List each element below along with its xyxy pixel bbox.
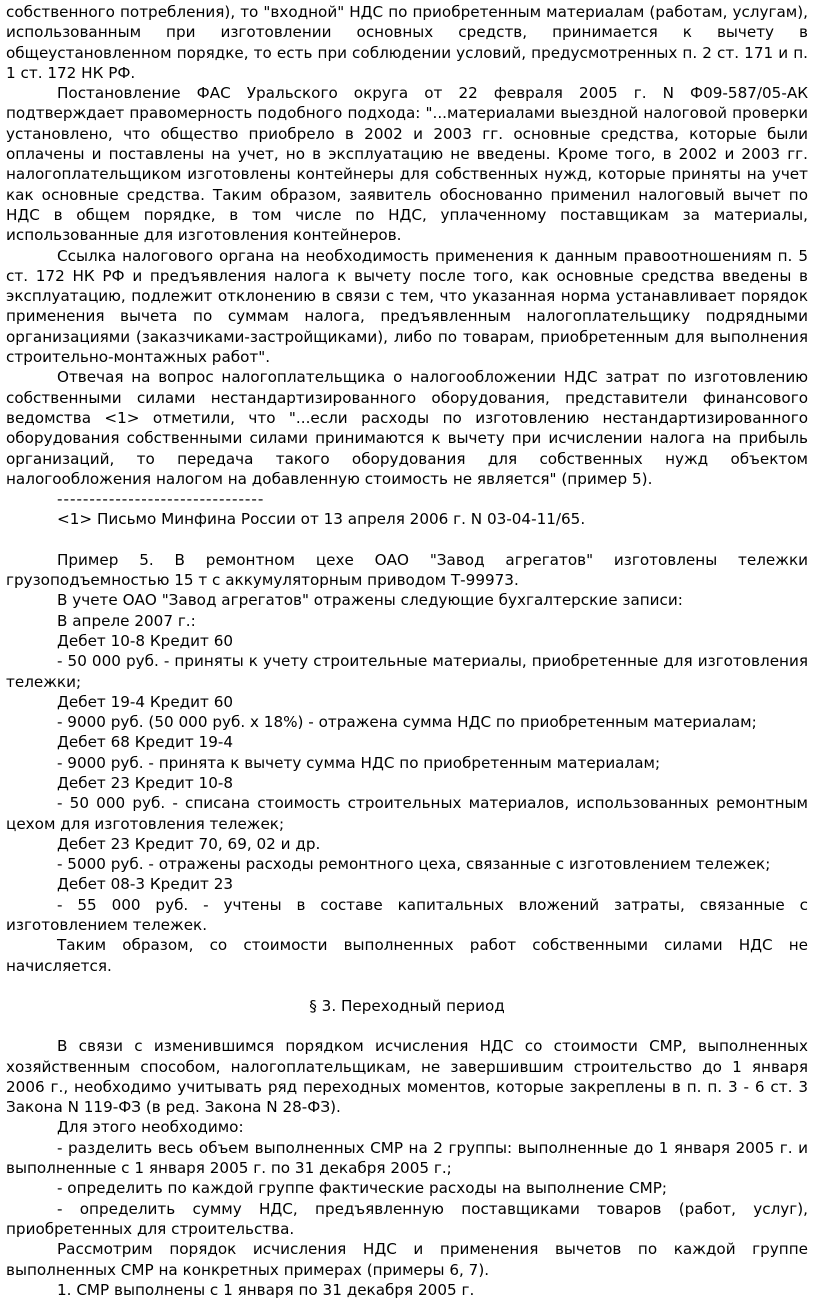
- entry-description: - 50 000 руб. - приняты к учету строительные материалы, приобретенные для изготовления тележки;: [6, 652, 808, 691]
- spacer: [6, 530, 808, 550]
- paragraph: Для этого необходимо:: [57, 1118, 244, 1137]
- accounting-entry: Дебет 23 Кредит 70, 69, 02 и др.: [57, 834, 321, 853]
- accounting-entry: Дебет 23 Кредит 10-8: [57, 773, 234, 792]
- accounting-entry: Дебет 10-8 Кредит 60: [57, 631, 234, 650]
- accounting-entry: Дебет 68 Кредит 19-4: [57, 733, 234, 752]
- entry-description: - 9000 руб. - принята к вычету сумма НДС по приобретенным материалам;: [57, 753, 661, 772]
- paragraph: Отвечая на вопрос налогоплательщика о налогообложении НДС затрат по изготовлению собственными силами нестандартизированного оборудования, представители финансового ведомства <1> отметили, что "...если расходы по изготовлению нестандартизированного оборудования собственными силами принимаются к вычету при исчислении налога на прибыль организаций, то передача такого оборудования для собственных нужд объектом налогообложения налогом на добавленную стоимость не является" (пример 5).: [6, 368, 808, 488]
- spacer: [6, 1016, 808, 1036]
- paragraph: Ссылка налогового органа на необходимость применения к данным правоотношениям п. 5 ст. 172 НК РФ и предъявления налога к вычету после того, как основные средства введены в эксплуатацию, подлежит отклонению в связи с тем, что указанная норма устанавливает порядок применения вычета по суммам налога, предъявленным налогоплательщику подрядными организациями (заказчиками-застройщиками), либо по товарам, приобретенным для выполнения строительно-монтажных работ".: [6, 246, 808, 367]
- paragraph: В связи с изменившимся порядком исчисления НДС со стоимости СМР, выполненных хозяйственным способом, налогоплательщикам, не завершившим строительство до 1 января 2006 г., необходимо учитывать ряд переходных моментов, которые закреплены в п. п. 3 - 6 ст. 3 Закона N 119-ФЗ (в ред. Закона N 28-ФЗ).: [6, 1037, 808, 1117]
- paragraph: В учете ОАО "Завод агрегатов" отражены следующие бухгалтерские записи:: [57, 591, 683, 610]
- list-item: - определить по каждой группе фактические расходы на выполнение СМР;: [57, 1179, 668, 1198]
- example-heading: Пример 5. В ремонтном цехе ОАО "Завод агрегатов" изготовлены тележки грузоподъемностью 15 т с аккумуляторным приводом Т-99973.: [6, 550, 808, 590]
- entry-description: - 50 000 руб. - списана стоимость строительных материалов, использованных ремонтным цехом для изготовления тележек;: [6, 794, 808, 833]
- paragraph: 1. СМР выполнены с 1 января по 31 декабря 2005 г.: [57, 1280, 475, 1299]
- entry-description: - 5000 руб. - отражены расходы ремонтного цеха, связанные с изготовлением тележек;: [57, 855, 771, 874]
- list-item: - определить сумму НДС, предъявленную поставщиками товаров (работ, услуг), приобретенных для строительства.: [6, 1199, 808, 1238]
- paragraph: В апреле 2007 г.:: [57, 611, 196, 630]
- paragraph: собственного потребления), то "входной" НДС по приобретенным материалам (работам, услугам), использованным при изготовлении основных средств, принимается к вычету в общеустановленном порядке, то есть при соблюдении условий, предусмотренных п. 2 ст. 171 и п. 1 ст. 172 НК РФ.: [6, 3, 808, 82]
- footnote: <1> Письмо Минфина России от 13 апреля 2006 г. N 03-04-11/65.: [57, 510, 586, 529]
- paragraph: Рассмотрим порядок исчисления НДС и применения вычетов по каждой группе выполненных СМР на конкретных примерах (примеры 6, 7).: [6, 1240, 808, 1279]
- paragraph: Постановление ФАС Уральского округа от 22 февраля 2005 г. N Ф09-587/05-АК подтверждает правомерность подобного подхода: "...материалами выездной налоговой проверки установлено, что общество приобрело в 2002 и 2003 гг. основные средства, которые были оплачены и поставлены на учет, но в эксплуатацию не введены. Кроме того, в 2002 и 2003 гг. налогоплательщиком изготовлены контейнеры для собственных нужд, которые приняты на учет как основные средства. Таким образом, заявитель обоснованно применил налоговый вычет по НДС в общем порядке, в том числе по НДС, уплаченному поставщикам за материалы, использованные для изготовления контейнеров.: [6, 84, 808, 245]
- accounting-entry: Дебет 19-4 Кредит 60: [57, 692, 234, 711]
- list-item: - разделить весь объем выполненных СМР на 2 группы: выполненные до 1 января 2005 г. и выполненные с 1 января 2005 г. по 31 декабря 2005 г.;: [6, 1138, 808, 1178]
- entry-description: - 55 000 руб. - учтены в составе капитальных вложений затраты, связанные с изготовлением тележек.: [6, 895, 808, 935]
- paragraph: Таким образом, со стоимости выполненных работ собственными силами НДС не начисляется.: [6, 936, 808, 975]
- accounting-entry: Дебет 08-3 Кредит 23: [57, 875, 234, 894]
- entry-description: - 9000 руб. (50 000 руб. x 18%) - отражена сумма НДС по приобретенным материалам;: [57, 713, 757, 732]
- section-heading: § 3. Переходный период: [309, 996, 505, 1015]
- spacer: [6, 976, 808, 996]
- footnote-separator: --------------------------------: [57, 490, 265, 509]
